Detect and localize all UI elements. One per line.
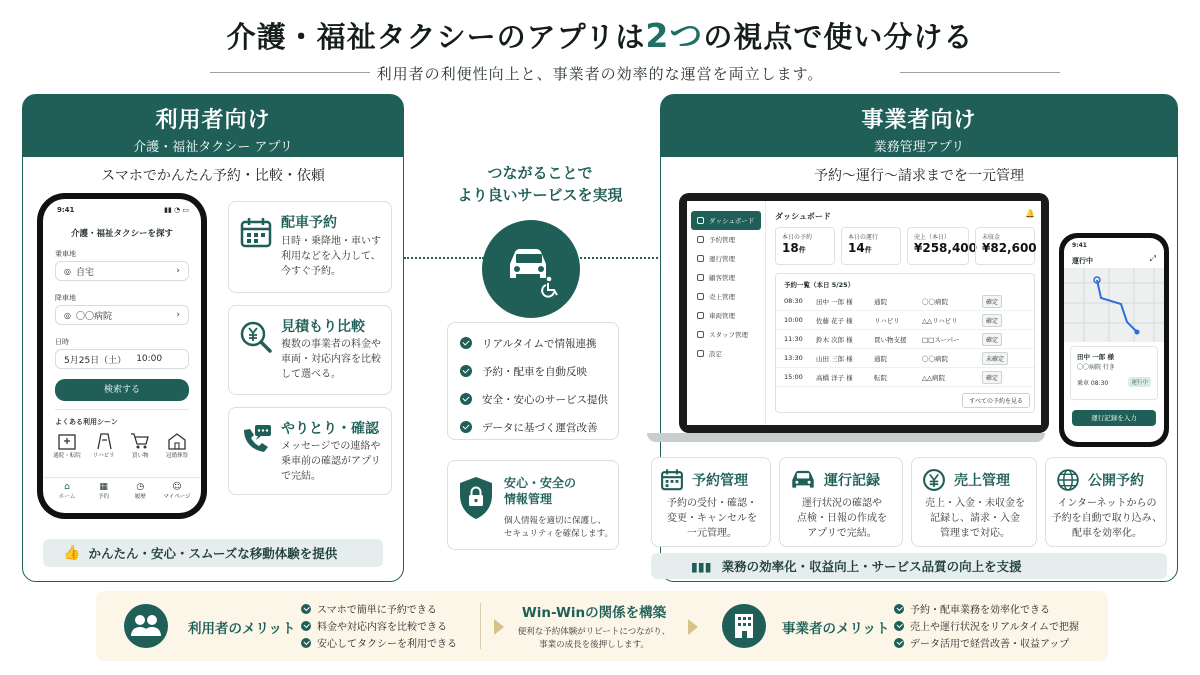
car-wheelchair-icon [502,242,562,298]
check-icon [894,604,904,614]
business-panel [660,94,1178,582]
check-icon [460,421,472,433]
business-bottom-bar: ▮▮▮ 業務の効率化・収益向上・サービス品質の向上を支援 [651,553,1167,579]
dashboard-title: ダッシュボード [775,212,831,221]
dropoff-field[interactable]: ◎ 〇〇病院 › [55,305,189,325]
list-item: リアルタイムで情報連携 [460,329,618,357]
table-cell: 転院 [874,373,887,382]
laptop [679,193,1049,433]
table-cell [982,295,1022,308]
table-body [776,292,1034,387]
datetime-field[interactable]: 5月25日（土） 10:00 [55,349,189,369]
table-cell: □□スーパー [922,335,960,344]
table-cell [982,371,1022,384]
scene-item[interactable]: 冠婚葬祭 [159,431,195,459]
table-cell: 08:30 [784,297,803,305]
table-cell: リハビリ [874,316,900,325]
divider [480,603,481,649]
bell-icon[interactable]: 🔔 [1025,209,1035,218]
sidebar-item-settings[interactable]: 設定 [691,344,761,363]
status-badge: 確定 [982,333,1002,346]
table-row[interactable] [776,368,1034,387]
connection-benefits-list [447,322,619,440]
feature-title: 配車予約 [281,215,337,231]
search-button[interactable]: 検索する [55,379,189,401]
location-pin-icon: ◎ [64,310,71,320]
check-icon [301,604,311,614]
status-time: 9:41 [1072,242,1087,249]
feature-card-estimate [228,305,392,395]
biz-feature-reservations [651,457,771,547]
nav-home[interactable]: ⌂ ホーム [49,482,85,500]
scene-item[interactable]: 買い物 [122,431,158,459]
table-cell: △△病院 [922,373,945,382]
arrow-right-icon [494,619,504,635]
list-item: 売上や運行状況をリアルタイムで把握 [894,617,1079,634]
shield-lock-icon [456,475,496,521]
feature-title: 運行記録 [824,473,880,489]
business-panel-tagline: 予約〜運行〜請求までを一元管理 [814,168,1024,184]
record-trip-button[interactable]: 運行記録を入力 [1072,410,1156,426]
taxi-wheelchair-badge [482,220,580,318]
chevron-right-icon: › [176,266,180,276]
walker-icon [93,431,115,451]
user-benefits-title: 利用者のメリット [188,621,296,637]
table-cell: 〇〇病院 [922,297,948,306]
list-item: 料金や対応内容を比較できる [301,617,457,634]
kpi-card: 未収金 ¥82,600 [975,227,1035,265]
pickup-label: 乗車地 [55,250,76,258]
scenes-label: よくある利用シーン [55,418,118,426]
pickup-field[interactable]: ◎ 自宅 › [55,261,189,281]
biz-feature-public-booking [1045,457,1167,547]
status-badge: 確定 [982,314,1002,327]
table-cell: 高橋 洋子 様 [816,373,853,382]
thumbs-up-icon: 👍 [63,545,81,561]
page-title: 介護・福祉タクシーのアプリは2つの視点で使い分ける [226,16,974,55]
biz-feature-operations [779,457,903,547]
vehicle-icon [697,312,704,319]
feature-desc: メッセージでの連絡や 乗車前の確認がアプリ で完結。 [281,441,381,482]
feature-title: 予約管理 [692,473,748,489]
car-icon [697,255,704,262]
user-panel-subtitle: 介護・福祉タクシー アプリ [133,140,293,155]
status-time: 9:41 [57,206,75,214]
check-icon [894,621,904,631]
kpi-card: 売上（本日） ¥258,400 [907,227,969,265]
table-cell: 佐藤 花子 様 [816,316,853,325]
globe-icon [1056,468,1080,492]
dropoff-label: 降車地 [55,294,76,302]
title-accent: 2つ [645,16,704,55]
user-benefits-list [301,600,457,651]
arrow-right-icon [688,619,698,635]
location-pin-icon: ◎ [64,266,71,276]
table-cell: 13:30 [784,354,803,362]
list-item: スマホで簡単に予約できる [301,600,457,617]
home-icon: ⌂ [64,482,70,492]
user-panel [22,94,404,582]
calendar-icon [239,216,273,250]
nav-divider [43,477,201,478]
status-badge: 確定 [982,371,1002,384]
bar-chart-icon: ▮▮▮ [691,558,712,574]
sidebar-item-customers[interactable]: 顧客管理 [691,268,761,287]
kpi-card: 本日の予約 18件 [775,227,835,265]
check-icon [460,365,472,377]
nav-reservation[interactable]: ▦ 予約 [86,482,122,500]
table-cell: 買い物支援 [874,335,907,344]
chevron-right-icon: › [176,310,180,320]
feature-desc: 複数の事業者の料金や 車両・対応内容を比較 して選べる。 [281,339,381,380]
winwin-block: Win-Winの関係を構築 便利な予約体験がリピートにつながり、 事業の成長を後押しします。 [517,605,671,650]
feature-desc: 予約の受付・確認・ 変更・キャンセルを 一元管理。 [667,498,757,539]
reservation-table [775,273,1035,413]
passenger-card: 田中 一郎 様 〇〇病院 行き 乗車 08:30 運行中 [1070,346,1158,400]
sidebar-item-vehicles[interactable]: 車両管理 [691,306,761,325]
nav-history[interactable]: ◷ 履歴 [122,482,158,500]
check-icon [460,393,472,405]
table-cell: 通院 [874,354,887,363]
yen-magnifier-icon [239,320,273,354]
business-panel-header [661,95,1177,157]
table-cell: 田中 一郎 様 [816,297,853,306]
check-icon [301,638,311,648]
feature-desc: 運行状況の確認や 点検・日報の作成を アプリで完結。 [797,498,887,539]
calendar-icon [697,236,704,243]
list-item: データ活用で経営改善・収益アップ [894,634,1079,651]
table-cell: 10:00 [784,316,803,324]
benefits-strip [96,591,1108,661]
table-row[interactable] [776,311,1034,330]
status-badge: 確定 [982,295,1002,308]
laptop-base [647,433,1045,442]
users-icon [697,274,704,281]
gear-icon [697,350,704,357]
table-title: 予約一覧（本日 5/25） [784,281,855,289]
person-icon: ☺ [172,482,182,492]
table-cell: 15:00 [784,373,803,381]
phone-chat-icon [239,422,273,456]
table-cell: 山田 三郎 様 [816,354,853,363]
feature-title: やりとり・確認 [281,421,379,437]
check-icon [301,621,311,631]
dashboard-screen [687,201,1041,425]
sidebar-divider [765,201,766,425]
feature-desc: 売上・入金・未収金を 記録し、請求・入金 管理まで対応。 [925,498,1025,539]
list-item: 予約・配車業務を効率化できる [894,600,1079,617]
user-panel-header [23,95,403,157]
table-cell: 11:30 [784,335,803,343]
driver-phone-screen [1064,238,1164,442]
expand-icon[interactable]: ⤢ [1149,254,1156,263]
connector-right [580,257,662,259]
table-row[interactable] [776,330,1034,349]
check-icon [460,337,472,349]
security-title: 安心・安全の 情報管理 [504,476,577,506]
business-panel-subtitle: 業務管理アプリ [873,140,965,155]
dashboard-icon [697,217,704,224]
feature-card-reservation [228,201,392,293]
page-subtitle: 利用者の利便性向上と、事業者の効率的な運営を両立します。 [376,65,824,83]
status-badge: 運行中 [1128,377,1151,387]
calendar-icon [660,468,684,492]
user-phone-screen [43,199,201,513]
sidebar-item-operations[interactable]: 運行管理 [691,249,761,268]
ceremony-hall-icon [166,431,188,451]
feature-card-messaging [228,407,392,495]
business-panel-title: 事業者向け [861,108,977,133]
list-item: データに基づく運営改善 [460,413,618,441]
scene-item[interactable]: リハビリ [86,431,122,459]
divider [55,409,189,410]
sidebar-item-reservations[interactable]: 予約管理 [691,230,761,249]
feature-desc: インターネットからの 予約を自動で取り込み、 配車を効率化。 [1051,498,1163,539]
scene-list [49,431,195,459]
user-bottom-bar: 👍 かんたん・安心・スムーズな移動体験を提供 [43,539,383,567]
user-phone [37,193,207,519]
list-item: 安心してタクシーを利用できる [301,634,457,651]
biz-feature-sales [911,457,1037,547]
building-icon [722,604,766,648]
driver-phone [1059,233,1169,447]
table-row[interactable] [776,349,1034,368]
table-cell: △△リハビリ [922,316,958,325]
feature-desc: 日時・乗降地・車いす 利用などを入力して、 今すぐ予約。 [281,236,381,277]
datetime-label: 日時 [55,338,69,346]
biz-benefits-title: 事業者のメリット [782,621,890,637]
scene-item[interactable]: 通院・転院 [49,431,85,459]
status-badge: 未確定 [982,352,1008,365]
route-map [1064,268,1164,342]
hospital-icon [56,431,78,451]
feature-title: 見積もり比較 [281,319,365,335]
calendar-icon: ▦ [99,482,108,492]
yen-coin-icon [922,468,946,492]
table-cell: 〇〇病院 [922,354,948,363]
history-icon: ◷ [136,482,145,492]
list-item: 安全・安心のサービス提供 [460,385,618,413]
center-headline: つながることで より良いサービスを実現 [457,164,623,204]
user-panel-title: 利用者向け [155,108,271,133]
nav-mypage[interactable]: ☺ マイページ [159,482,195,500]
table-cell: 鈴木 次郎 様 [816,335,853,344]
table-cell [982,314,1022,327]
kpi-card: 本日の運行 14件 [841,227,901,265]
battery-icon: ▮▮ ◔ ▭ [164,206,189,214]
users-icon [124,604,168,648]
yen-icon [697,293,704,300]
table-cell [982,333,1022,346]
biz-benefits-list [894,600,1079,651]
feature-title: 売上管理 [954,473,1010,489]
driver-status-title: 運行中 [1072,257,1093,265]
user-panel-tagline: スマホでかんたん予約・比較・依頼 [101,168,325,184]
staff-icon [697,331,704,338]
cart-icon [129,431,151,451]
feature-title: 公開予約 [1088,473,1144,489]
table-cell: 通院 [874,297,887,306]
see-all-button[interactable]: すべての予約を見る [962,393,1030,408]
bottom-nav [49,482,195,500]
table-row[interactable] [776,292,1034,311]
dashboard-sidebar [691,211,761,363]
check-icon [894,638,904,648]
sidebar-item-staff[interactable]: スタッフ管理 [691,325,761,344]
security-desc: 個人情報を適切に保護し、 セキュリティを確保します。 [504,516,613,539]
sidebar-item-dashboard[interactable]: ダッシュボード [691,211,761,230]
connector-left [404,257,484,259]
security-card [447,460,619,550]
table-cell [982,352,1022,365]
list-item: 予約・配車を自動反映 [460,357,618,385]
sidebar-item-sales[interactable]: 売上管理 [691,287,761,306]
phone-screen-title: 介護・福祉タクシーを探す [70,229,173,239]
car-icon [790,468,816,492]
